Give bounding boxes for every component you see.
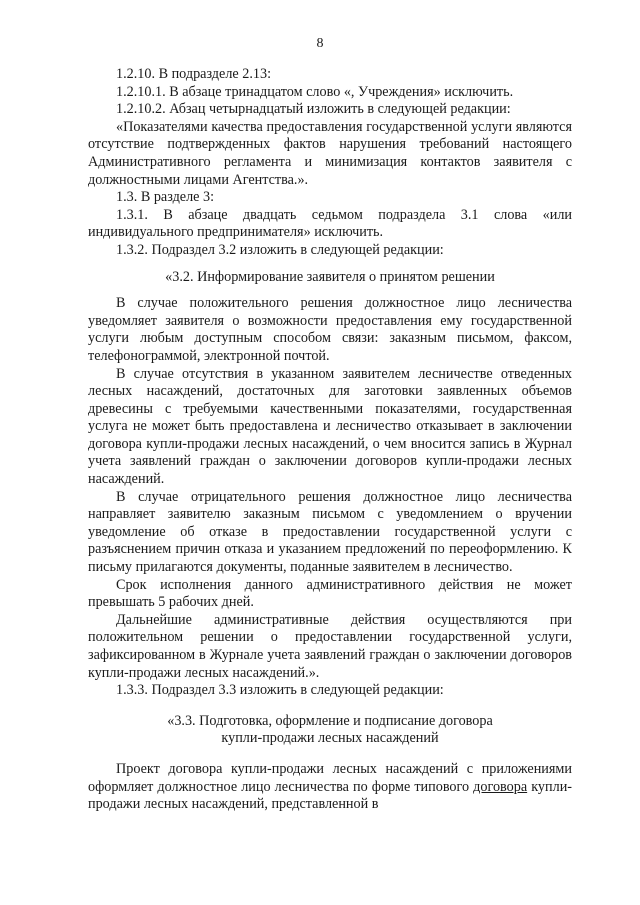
paragraph-1-3: 1.3. В разделе 3: — [116, 189, 215, 206]
paragraph-draft-contract-text: Проект договора купли-продажи лесных насаждений с приложениями оформляет должностное лицо лесничества по форме типового — [88, 760, 572, 795]
paragraph-draft-contract — [88, 761, 572, 814]
section-heading-3-3-line-1: «3.3. Подготовка, оформление и подписание договора — [167, 712, 493, 729]
paragraph-draft-contract-tail: купли-продажи лесных насаждений, представленной в — [88, 778, 573, 813]
paragraph-1-2-10-2: 1.2.10.2. Абзац четырнадцатый изложить в следующей редакции: — [116, 101, 511, 118]
quoted-paragraph-quality: «Показателями качества предоставления государственной услуги являются отсутствие подтвержденных фактов нарушения требований настоящего Административного регламента и минимизация контактов заявителя с должностными лицами Агентства.». — [88, 118, 572, 188]
paragraph-further-actions: Дальнейшие административные действия осуществляются при положительном решении о предоставлении государственной услуги, зафиксированном в Журнале учета заявлений граждан о заключении договоров купли-продажи лесных насаждений.». — [88, 611, 572, 681]
section-heading-3-3-line-2: купли-продажи лесных насаждений — [221, 730, 439, 747]
document-body — [88, 66, 572, 814]
paragraph-positive-decision: В случае положительного решения должностное лицо лесничества уведомляет заявителя о возможности предоставления ему государственной услуги любым доступным способом связи: заказным письмом, факсом, телефонограммой, электронной почтой. — [88, 295, 572, 364]
paragraph-negative-decision: В случае отрицательного решения должностное лицо лесничества направляет заявителю заказным письмом с уведомлением о вручении уведомление об отказе в предоставлении государственной услуги с разъяснением причин отказа и указанием предложений по переоформлению. К письму прилагаются документы, поданные заявителем в лесничество. — [88, 488, 572, 576]
contract-link[interactable]: договора — [473, 778, 528, 795]
paragraph-1-2-10-1: 1.2.10.1. В абзаце тринадцатом слово «, Учреждения» исключить. — [116, 83, 514, 100]
paragraph-1-2-10: 1.2.10. В подразделе 2.13: — [116, 66, 272, 82]
paragraph-deadline: Срок исполнения данного административного действия не может превышать 5 рабочих дней. — [88, 576, 572, 611]
paragraph-1-3-1: 1.3.1. В абзаце двадцать седьмом подраздела 3.1 слова «или индивидуального предпринимателя» исключить. — [88, 206, 572, 241]
page-number: 8 — [316, 36, 324, 51]
paragraph-1-3-2: 1.3.2. Подраздел 3.2 изложить в следующей редакции: — [116, 241, 444, 258]
section-heading-3-2: «3.2. Информирование заявителя о принятом решении — [165, 268, 495, 285]
paragraph-1-3-3: 1.3.3. Подраздел 3.3 изложить в следующей редакции: — [116, 682, 444, 699]
paragraph-no-plantations: В случае отсутствия в указанном заявителем лесничестве отведенных лесных насаждений, достаточных для заготовки заявленных объемов древесины с требуемыми качественными показателями, государственная услуга не может быть предоставлена и лесничество отказывает в заключении договора купли-продажи лесных насаждений, о чем вносится запись в Журнал учета заявлений граждан о заключении договоров купли-продажи лесных насаждений. — [88, 365, 572, 488]
